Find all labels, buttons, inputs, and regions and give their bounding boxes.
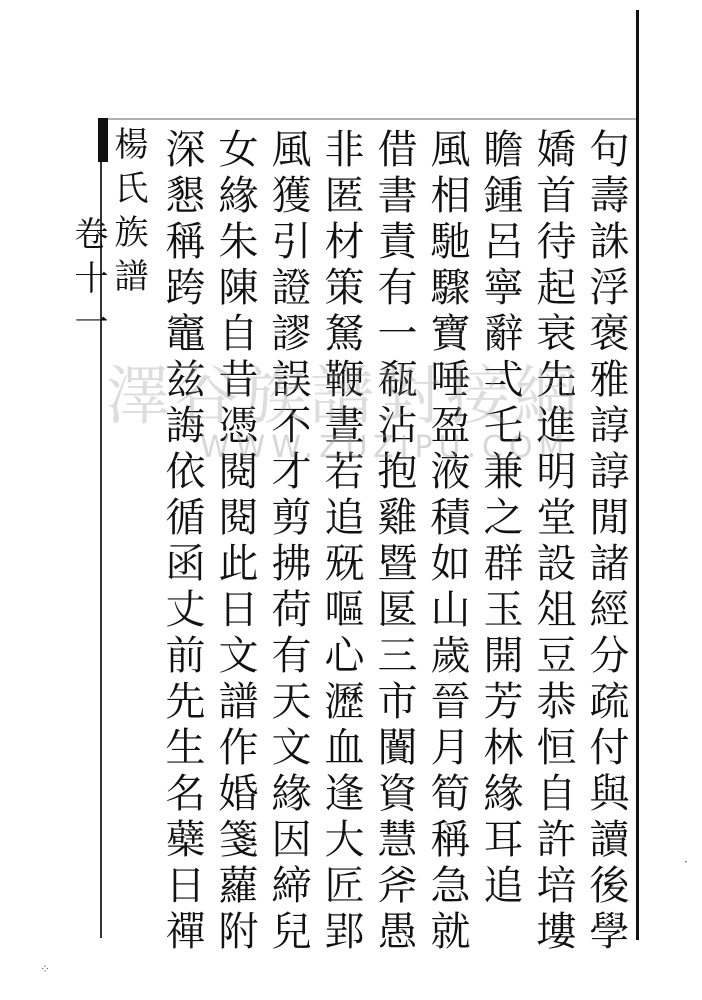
watermark-text: 澤谷族譜對接網 <box>106 360 582 434</box>
text-column-4: 風相馳驟寶唾盈液積如山歲晉月筍稱急就 <box>424 128 470 956</box>
text-column-5: 借書責有一瓻沾抱雞暨匽三市闠資慧斧愚 <box>371 128 417 956</box>
scan-dot: · <box>684 855 688 869</box>
text-column-6: 非匿材策駑鞭晝若追兓嘔心瀝血逢大匠郢 <box>318 128 364 956</box>
page-top-edge <box>98 118 638 120</box>
text-column-3: 瞻鍾呂寧辭弌乇兼之群玉開芳林緣耳追 <box>477 128 523 910</box>
text-column-9: 深懇稱跨竈兹誨依循函丈前先生名蘗日禪 <box>159 128 205 956</box>
genealogy-title: 楊氏族譜 <box>108 126 148 302</box>
margin-column <box>68 126 148 348</box>
text-column-8: 女緣朱陳自昔憑閱閱此日文譜作婚箋蘿附 <box>212 128 258 956</box>
text-column-2: 嬌首待起衰先進明堂設俎豆恭恒自許培塿 <box>530 128 576 956</box>
text-column-1: 句壽誅浮褒雅諄諄閒諸經分疏付與讀後學 <box>583 128 629 956</box>
page-left-border-tick <box>98 118 108 162</box>
page-right-border <box>636 10 639 940</box>
text-column-7: 風獲引證謬誤不才剪拂荷有天文緣因締兒 <box>265 128 311 956</box>
volume-label: 卷十一 <box>68 216 108 348</box>
watermark-url: WWW.ZUZIPU.COM <box>200 430 571 465</box>
scan-speck: ⁘ <box>40 962 51 976</box>
